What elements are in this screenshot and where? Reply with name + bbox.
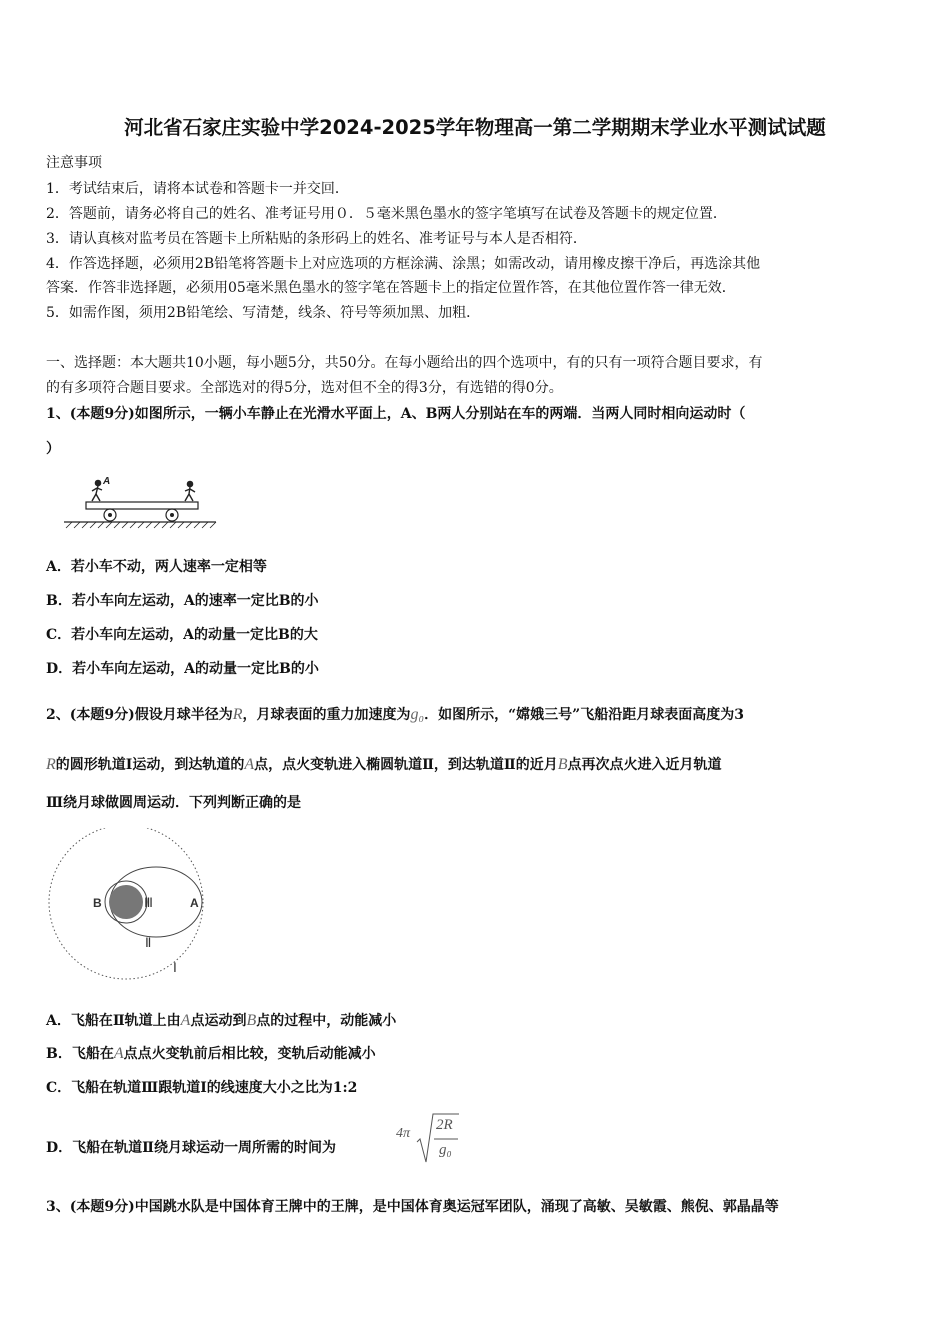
question-text: 的圆形轨道Ⅰ运动，到达轨道的 bbox=[55, 757, 245, 773]
q2-option-c: C．飞船在轨道Ⅲ跟轨道Ⅰ的线速度大小之比为1:2 bbox=[46, 1080, 358, 1096]
question-number: 1、 bbox=[46, 406, 70, 422]
notice-item: 4．作答选择题，必须用2B铅笔将答题卡上对应选项的方框涂满、涂黑；如需改动，请用橡皮擦干净后，再选涂其他 bbox=[46, 256, 761, 272]
notice-item: 答案．作答非选择题，必须用05毫米黑色墨水的签字笔在答题卡上的指定位置作答，在其他位置作答一律无效． bbox=[46, 280, 736, 296]
formula-denominator: g₀ bbox=[439, 1142, 452, 1158]
q1-option-d: D．若小车向左运动，A的动量一定比B的小 bbox=[46, 661, 319, 677]
wheel-left bbox=[104, 509, 116, 521]
question-1-stem bbox=[46, 403, 745, 423]
q2-option-b bbox=[46, 1043, 376, 1063]
wheel-right bbox=[166, 509, 178, 521]
q1-option-b: B．若小车向左运动，A的速率一定比B的小 bbox=[46, 593, 319, 609]
option-text: 点的过程中，动能减小 bbox=[256, 1013, 397, 1029]
symbol-g0: g₀ bbox=[410, 706, 425, 723]
question-text: 点再次点火进入近月轨道 bbox=[567, 757, 722, 773]
question-text: (本题9分)如图所示，一辆小车静止在光滑水平面上，A、B两人分别站在车的两端．当两人同时相向运动时（ bbox=[69, 406, 746, 422]
q2-option-d: D．飞船在轨道Ⅱ绕月球运动一周所需的时间为 bbox=[46, 1140, 336, 1156]
symbol-R: R bbox=[46, 756, 56, 773]
q2-option-a bbox=[46, 1010, 396, 1030]
person-a-label: A bbox=[103, 476, 111, 487]
q1-option-c: C．若小车向左运动，A的动量一定比B的大 bbox=[46, 627, 318, 643]
option-text: 点点火变轨前后相比较，变轨后动能减小 bbox=[123, 1046, 376, 1062]
symbol-B: B bbox=[557, 756, 568, 773]
label-ii: Ⅱ bbox=[145, 935, 152, 950]
symbol-A: A bbox=[113, 1045, 124, 1062]
ground-hatching bbox=[66, 522, 216, 528]
person-b-icon bbox=[185, 481, 195, 501]
notice-item: 3．请认真核对监考员在答题卡上所粘贴的条形码上的姓名、准考证号与本人是否相符． bbox=[46, 231, 587, 247]
section-heading: 一、选择题：本大题共10小题，每小题5分，共50分。在每小题给出的四个选项中，有的只有一项符合题目要求，有 bbox=[46, 355, 763, 371]
cart-body bbox=[86, 502, 198, 509]
cart-figure bbox=[60, 470, 220, 530]
symbol-A: A bbox=[180, 1012, 191, 1029]
symbol-A: A bbox=[244, 756, 255, 773]
symbol-B: B bbox=[246, 1012, 257, 1029]
label-a: A bbox=[190, 896, 199, 910]
question-2-stem-cont: Ⅲ绕月球做圆周运动．下列判断正确的是 bbox=[46, 795, 302, 811]
notice-heading: 注意事项 bbox=[46, 155, 102, 171]
formula-coefficient: 4π bbox=[396, 1126, 411, 1141]
question-text: 点，点火变轨进入椭圆轨道Ⅱ，到达轨道Ⅱ的近月 bbox=[254, 757, 558, 773]
question-number: 2、 bbox=[46, 707, 70, 723]
question-2-stem bbox=[46, 704, 744, 724]
question-1-stem-cont: ） bbox=[46, 441, 60, 457]
orbit-figure bbox=[40, 828, 220, 980]
question-text: (本题9分)中国跳水队是中国体育王牌中的王牌，是中国体育奥运冠军团队，涌现了高敏、吴敏霞、熊倪、郭晶晶等 bbox=[69, 1199, 779, 1215]
q1-option-a: A．若小车不动，两人速率一定相等 bbox=[46, 559, 267, 575]
formula bbox=[396, 1112, 466, 1168]
option-text: 点运动到 bbox=[190, 1013, 247, 1029]
option-text: B．飞船在 bbox=[46, 1046, 114, 1062]
symbol-R: R bbox=[232, 706, 243, 723]
page-title: 河北省石家庄实验中学2024-2025学年物理高一第二学期期末学业水平测试试题 bbox=[124, 116, 826, 139]
question-text: (本题9分)假设月球半径为 bbox=[69, 707, 233, 723]
label-i: Ⅰ bbox=[173, 960, 177, 975]
label-b: B bbox=[93, 896, 102, 910]
option-text: A．飞船在Ⅱ轨道上由 bbox=[46, 1013, 181, 1029]
person-a-icon bbox=[92, 480, 102, 501]
section-heading-cont: 的有多项符合题目要求。全部选对的得5分，选对但不全的得3分，有选错的得0分。 bbox=[46, 380, 563, 396]
notice-item: 5．如需作图，须用2B铅笔绘、写清楚，线条、符号等须加黑、加粗． bbox=[46, 305, 481, 321]
label-iii: Ⅲ bbox=[144, 895, 153, 910]
question-number: 3、 bbox=[46, 1199, 70, 1215]
notice-item: 2．答题前，请务必将自己的姓名、准考证号用０．５毫米黑色墨水的签字笔填写在试卷及答题卡的规定位置． bbox=[46, 206, 727, 222]
question-2-stem-cont bbox=[46, 754, 722, 774]
formula-numerator: 2R bbox=[436, 1117, 453, 1133]
question-text: ，月球表面的重力加速度为 bbox=[242, 707, 411, 723]
question-3-stem bbox=[46, 1196, 779, 1216]
notice-item: 1．考试结束后，请将本试卷和答题卡一并交回． bbox=[46, 181, 349, 197]
question-text: ．如图所示，“嫦娥三号”飞船沿距月球表面高度为3 bbox=[424, 707, 744, 723]
moon bbox=[109, 885, 143, 919]
